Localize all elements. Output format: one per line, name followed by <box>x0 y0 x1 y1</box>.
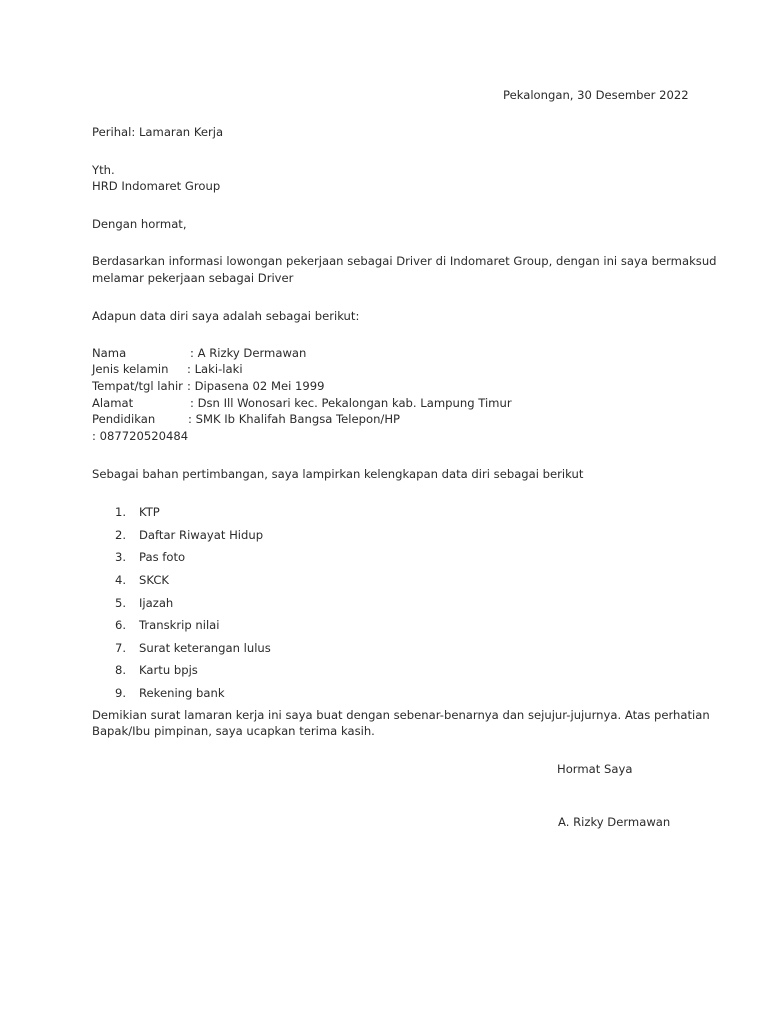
list-item-number: 3. <box>115 550 127 564</box>
list-item: Rekening bank <box>139 686 225 700</box>
list-item-number: 6. <box>115 618 127 632</box>
list-item: KTP <box>139 505 160 519</box>
subject-line: Perihal: Lamaran Kerja <box>92 125 224 139</box>
list-item-number: 9. <box>115 686 127 700</box>
personal-data-value: : Dipasena 02 Mei 1999 <box>187 379 325 393</box>
list-item-number: 7. <box>115 641 127 655</box>
personal-data-label: Tempat/tgl lahir <box>92 379 183 393</box>
personal-data-label: Jenis kelamin <box>92 362 169 376</box>
personal-data-value: : Laki-laki <box>187 362 243 376</box>
list-item-number: 1. <box>115 505 127 519</box>
list-item: Ijazah <box>139 596 174 610</box>
greeting: Dengan hormat, <box>92 217 187 231</box>
list-item-number: 8. <box>115 663 127 677</box>
list-item: Daftar Riwayat Hidup <box>139 528 264 542</box>
sign-off: Hormat Saya <box>557 762 633 776</box>
list-item: Transkrip nilai <box>139 618 220 632</box>
place-date: Pekalongan, 30 Desember 2022 <box>503 88 689 102</box>
list-item: Surat keterangan lulus <box>139 641 271 655</box>
personal-data-label: Alamat <box>92 396 134 410</box>
closing-paragraph-line-2: Bapak/Ibu pimpinan, saya ucapkan terima kasih. <box>92 724 375 738</box>
recipient-name: HRD Indomaret Group <box>92 179 221 193</box>
data-intro: Adapun data diri saya adalah sebagai berikut: <box>92 309 360 323</box>
attachments-intro: Sebagai bahan pertimbangan, saya lampirkan kelengkapan data diri sebagai berikut <box>92 467 584 481</box>
personal-data-value: : SMK Ib Khalifah Bangsa Telepon/HP <box>188 412 401 426</box>
personal-data-value: : A Rizky Dermawan <box>190 346 307 360</box>
personal-data-label: Pendidikan <box>92 412 156 426</box>
list-item: Kartu bpjs <box>139 663 198 677</box>
list-item-number: 4. <box>115 573 127 587</box>
list-item-number: 5. <box>115 596 127 610</box>
phone-line: : 087720520484 <box>92 429 189 443</box>
list-item: Pas foto <box>139 550 186 564</box>
personal-data-value: : Dsn Ill Wonosari kec. Pekalongan kab. Lampung Timur <box>190 396 512 410</box>
intro-paragraph-line-2: melamar pekerjaan sebagai Driver <box>92 271 294 285</box>
closing-paragraph-line-1: Demikian surat lamaran kerja ini saya buat dengan sebenar-benarnya dan sejujur-jujurnya. Atas perhatian <box>92 708 710 722</box>
list-item: SKCK <box>139 573 170 587</box>
intro-paragraph-line-1: Berdasarkan informasi lowongan pekerjaan sebagai Driver di Indomaret Group, dengan ini saya bermaksud <box>92 254 717 268</box>
personal-data-label: Nama <box>92 346 127 360</box>
signature-name: A. Rizky Dermawan <box>558 815 671 829</box>
list-item-number: 2. <box>115 528 127 542</box>
recipient-salutation: Yth. <box>92 163 115 177</box>
